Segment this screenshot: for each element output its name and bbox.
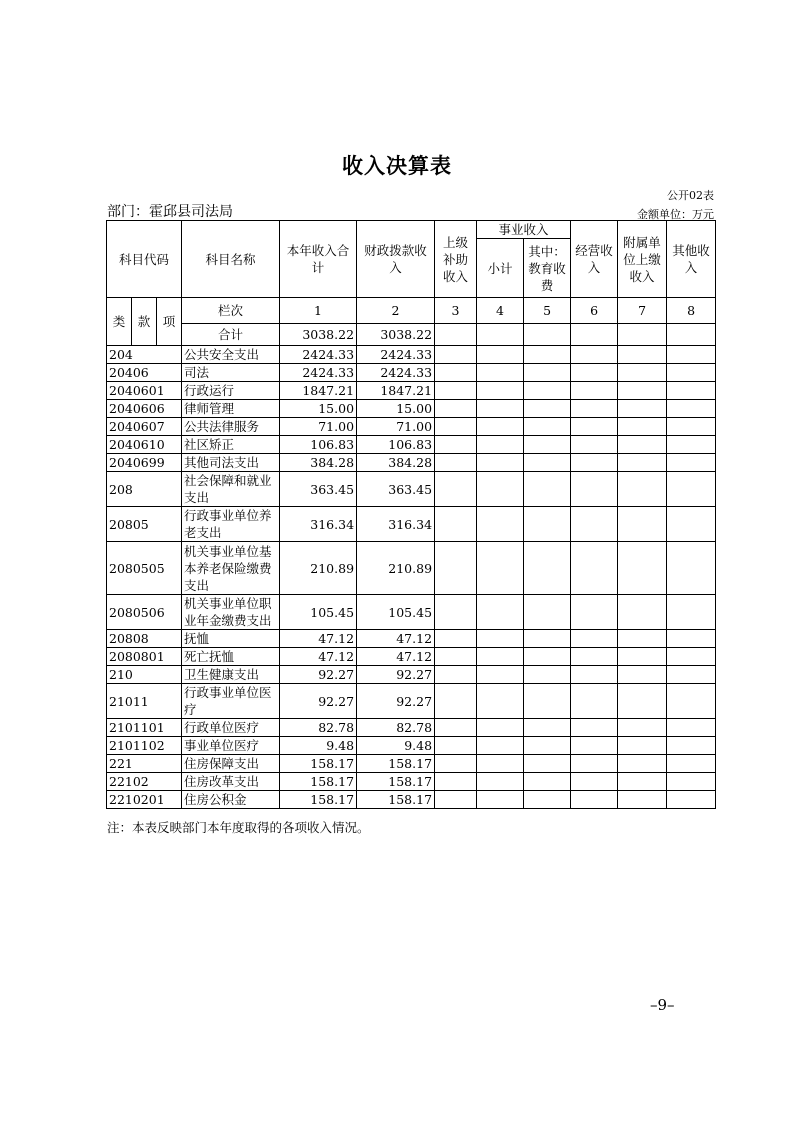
form-number: 公开02表 (667, 189, 714, 202)
empty-cell (667, 684, 716, 719)
table-row (107, 648, 716, 666)
empty-cell (571, 755, 618, 773)
row-total: 363.45 (280, 472, 357, 507)
empty-cell (477, 507, 524, 542)
row-fiscal: 9.48 (357, 737, 435, 755)
empty-cell (571, 773, 618, 791)
row-fiscal: 363.45 (357, 472, 435, 507)
row-name: 死亡抚恤 (182, 648, 280, 666)
row-total: 158.17 (280, 755, 357, 773)
empty-cell (667, 755, 716, 773)
empty-cell (618, 472, 667, 507)
row-name: 卫生健康支出 (182, 666, 280, 684)
header-affiliated: 附属单位上缴收入 (618, 221, 667, 298)
empty-cell (435, 454, 477, 472)
empty-cell (618, 346, 667, 364)
empty-cell (618, 630, 667, 648)
empty-cell (435, 737, 477, 755)
empty-cell (571, 364, 618, 382)
table-row (107, 773, 716, 791)
sum-total: 3038.22 (280, 324, 357, 346)
row-code: 20808 (107, 630, 182, 648)
empty-cell (571, 507, 618, 542)
empty-cell (435, 507, 477, 542)
table-row (107, 507, 716, 542)
row-fiscal: 92.27 (357, 684, 435, 719)
empty-cell (571, 684, 618, 719)
empty-cell (524, 436, 571, 454)
empty-cell (667, 436, 716, 454)
empty-cell (477, 436, 524, 454)
table-row (107, 666, 716, 684)
empty-cell (667, 666, 716, 684)
empty-cell (571, 791, 618, 809)
empty-cell (618, 666, 667, 684)
empty-cell (435, 630, 477, 648)
empty-cell (435, 755, 477, 773)
empty-cell (435, 773, 477, 791)
row-fiscal: 2424.33 (357, 346, 435, 364)
row-total: 47.12 (280, 630, 357, 648)
empty-cell (667, 648, 716, 666)
amount-unit-label: 金额单位：万元 (637, 208, 714, 221)
row-fiscal: 2424.33 (357, 364, 435, 382)
header-code: 科目代码 (107, 221, 182, 298)
empty-cell (524, 630, 571, 648)
empty-cell (435, 418, 477, 436)
income-table (106, 220, 716, 809)
empty-cell (524, 648, 571, 666)
empty-cell (435, 648, 477, 666)
empty-cell (524, 364, 571, 382)
row-fiscal: 47.12 (357, 630, 435, 648)
empty-cell (618, 507, 667, 542)
row-code: 2080506 (107, 595, 182, 630)
empty-cell (618, 436, 667, 454)
empty-cell (477, 400, 524, 418)
sum-label: 合计 (182, 324, 280, 346)
empty-cell (435, 719, 477, 737)
row-fiscal: 158.17 (357, 773, 435, 791)
empty-cell (524, 542, 571, 595)
empty-cell (618, 791, 667, 809)
row-name: 住房改革支出 (182, 773, 280, 791)
empty-cell (477, 666, 524, 684)
empty-cell (571, 436, 618, 454)
empty-cell (477, 648, 524, 666)
empty-cell (667, 737, 716, 755)
row-code: 208 (107, 472, 182, 507)
empty-cell (524, 595, 571, 630)
empty-cell (477, 630, 524, 648)
row-total: 384.28 (280, 454, 357, 472)
col-num: 2 (357, 298, 435, 324)
header-total: 本年收入合计 (280, 221, 357, 298)
empty-cell (618, 773, 667, 791)
empty-cell (477, 791, 524, 809)
row-total: 158.17 (280, 773, 357, 791)
empty-cell (571, 666, 618, 684)
row-code: 210 (107, 666, 182, 684)
empty-cell (618, 418, 667, 436)
empty-cell (477, 719, 524, 737)
row-total: 210.89 (280, 542, 357, 595)
empty-cell (477, 737, 524, 755)
row-code: 2040606 (107, 400, 182, 418)
row-total: 2424.33 (280, 364, 357, 382)
empty-cell (435, 364, 477, 382)
empty-cell (435, 684, 477, 719)
empty-cell (477, 472, 524, 507)
department-label: 部门：霍邱县司法局 (107, 204, 233, 220)
row-code: 2080801 (107, 648, 182, 666)
empty-cell (618, 400, 667, 418)
row-total: 105.45 (280, 595, 357, 630)
row-name: 行政事业单位医疗 (182, 684, 280, 719)
row-fiscal: 158.17 (357, 791, 435, 809)
empty-cell (571, 472, 618, 507)
empty-cell (667, 542, 716, 595)
empty-cell (524, 719, 571, 737)
empty-cell (477, 595, 524, 630)
row-total: 82.78 (280, 719, 357, 737)
header-edu: 其中：教育收费 (524, 239, 571, 298)
empty-cell (524, 507, 571, 542)
header-fiscal: 财政拨款收入 (357, 221, 435, 298)
header-lanci: 栏次 (182, 298, 280, 324)
empty-cell (571, 454, 618, 472)
row-fiscal: 47.12 (357, 648, 435, 666)
row-name: 公共安全支出 (182, 346, 280, 364)
empty-cell (435, 382, 477, 400)
empty-cell (571, 630, 618, 648)
table-row (107, 737, 716, 755)
row-fiscal: 384.28 (357, 454, 435, 472)
empty-cell (435, 346, 477, 364)
empty-cell (477, 346, 524, 364)
empty-cell (435, 666, 477, 684)
empty-cell (667, 346, 716, 364)
header-business: 事业收入 (477, 221, 571, 239)
empty-cell (571, 400, 618, 418)
row-code: 2040610 (107, 436, 182, 454)
row-total: 92.27 (280, 684, 357, 719)
empty-cell (477, 542, 524, 595)
empty-cell (477, 382, 524, 400)
row-code: 2080505 (107, 542, 182, 595)
col-num: 6 (571, 298, 618, 324)
empty-cell (524, 737, 571, 755)
table-row (107, 791, 716, 809)
row-code: 2101102 (107, 737, 182, 755)
col-num: 7 (618, 298, 667, 324)
row-total: 316.34 (280, 507, 357, 542)
row-code: 2210201 (107, 791, 182, 809)
row-total: 158.17 (280, 791, 357, 809)
row-code: 21011 (107, 684, 182, 719)
empty-cell (667, 364, 716, 382)
empty-cell (435, 791, 477, 809)
row-name: 行政单位医疗 (182, 719, 280, 737)
row-code: 20406 (107, 364, 182, 382)
row-fiscal: 1847.21 (357, 382, 435, 400)
row-fiscal: 92.27 (357, 666, 435, 684)
row-name: 行政运行 (182, 382, 280, 400)
row-name: 律师管理 (182, 400, 280, 418)
row-name: 机关事业单位基本养老保险缴费支出 (182, 542, 280, 595)
empty-cell (571, 418, 618, 436)
col-num: 8 (667, 298, 716, 324)
empty-cell (571, 648, 618, 666)
table-row (107, 684, 716, 719)
empty-cell (524, 346, 571, 364)
empty-cell (435, 542, 477, 595)
empty-cell (571, 595, 618, 630)
table-row (107, 436, 716, 454)
row-name: 机关事业单位职业年金缴费支出 (182, 595, 280, 630)
header-operating: 经营收入 (571, 221, 618, 298)
row-code: 2040601 (107, 382, 182, 400)
row-name: 其他司法支出 (182, 454, 280, 472)
empty-cell (477, 773, 524, 791)
empty-cell (618, 648, 667, 666)
empty-cell (477, 755, 524, 773)
page-number: –9– (650, 996, 675, 1014)
empty-cell (524, 791, 571, 809)
empty-cell (524, 666, 571, 684)
header-lei: 类 (107, 298, 132, 346)
empty-cell (667, 773, 716, 791)
row-fiscal: 106.83 (357, 436, 435, 454)
empty-cell (435, 436, 477, 454)
col-num: 3 (435, 298, 477, 324)
empty-cell (667, 418, 716, 436)
row-total: 1847.21 (280, 382, 357, 400)
row-code: 2040699 (107, 454, 182, 472)
row-total: 71.00 (280, 418, 357, 436)
table-note: 注：本表反映部门本年度取得的各项收入情况。 (107, 820, 370, 835)
row-fiscal: 15.00 (357, 400, 435, 418)
empty-cell (618, 364, 667, 382)
row-total: 9.48 (280, 737, 357, 755)
table-row (107, 595, 716, 630)
table-row (107, 364, 716, 382)
empty-cell (667, 791, 716, 809)
empty-cell (524, 472, 571, 507)
empty-cell (571, 542, 618, 595)
row-name: 住房公积金 (182, 791, 280, 809)
empty-cell (477, 418, 524, 436)
row-code: 204 (107, 346, 182, 364)
table-row (107, 382, 716, 400)
table-row (107, 418, 716, 436)
row-name: 社会保障和就业支出 (182, 472, 280, 507)
empty-cell (477, 684, 524, 719)
row-name: 住房保障支出 (182, 755, 280, 773)
header-subtotal: 小计 (477, 239, 524, 298)
empty-cell (667, 719, 716, 737)
table-row (107, 542, 716, 595)
empty-cell (524, 773, 571, 791)
col-num: 5 (524, 298, 571, 324)
col-num: 4 (477, 298, 524, 324)
row-name: 行政事业单位养老支出 (182, 507, 280, 542)
empty-cell (667, 454, 716, 472)
row-total: 106.83 (280, 436, 357, 454)
table-row (107, 400, 716, 418)
row-fiscal: 105.45 (357, 595, 435, 630)
table-row (107, 472, 716, 507)
col-num: 1 (280, 298, 357, 324)
row-name: 抚恤 (182, 630, 280, 648)
row-fiscal: 82.78 (357, 719, 435, 737)
empty-cell (667, 595, 716, 630)
empty-cell (667, 472, 716, 507)
empty-cell (618, 595, 667, 630)
empty-cell (667, 400, 716, 418)
empty-cell (618, 684, 667, 719)
sum-fiscal: 3038.22 (357, 324, 435, 346)
row-name: 公共法律服务 (182, 418, 280, 436)
row-total: 2424.33 (280, 346, 357, 364)
empty-cell (435, 472, 477, 507)
row-total: 92.27 (280, 666, 357, 684)
empty-cell (618, 719, 667, 737)
header-name: 科目名称 (182, 221, 280, 298)
page-title: 收入决算表 (342, 153, 452, 178)
empty-cell (667, 507, 716, 542)
row-code: 22102 (107, 773, 182, 791)
row-total: 15.00 (280, 400, 357, 418)
empty-cell (571, 382, 618, 400)
empty-cell (524, 684, 571, 719)
row-name: 事业单位医疗 (182, 737, 280, 755)
table-row (107, 719, 716, 737)
row-fiscal: 71.00 (357, 418, 435, 436)
row-code: 2040607 (107, 418, 182, 436)
header-xiang: 项 (157, 298, 182, 346)
header-kuan: 款 (132, 298, 157, 346)
empty-cell (524, 454, 571, 472)
table-row (107, 755, 716, 773)
empty-cell (435, 595, 477, 630)
row-fiscal: 158.17 (357, 755, 435, 773)
empty-cell (571, 737, 618, 755)
empty-cell (477, 454, 524, 472)
empty-cell (618, 755, 667, 773)
row-name: 社区矫正 (182, 436, 280, 454)
empty-cell (524, 418, 571, 436)
empty-cell (618, 542, 667, 595)
empty-cell (618, 737, 667, 755)
empty-cell (524, 400, 571, 418)
header-superior: 上级补助收入 (435, 221, 477, 298)
empty-cell (618, 382, 667, 400)
row-fiscal: 210.89 (357, 542, 435, 595)
empty-cell (618, 454, 667, 472)
row-code: 2101101 (107, 719, 182, 737)
row-total: 47.12 (280, 648, 357, 666)
row-code: 20805 (107, 507, 182, 542)
empty-cell (571, 346, 618, 364)
empty-cell (524, 382, 571, 400)
empty-cell (524, 755, 571, 773)
table-row (107, 630, 716, 648)
empty-cell (477, 364, 524, 382)
row-code: 221 (107, 755, 182, 773)
header-other: 其他收入 (667, 221, 716, 298)
row-name: 司法 (182, 364, 280, 382)
row-fiscal: 316.34 (357, 507, 435, 542)
empty-cell (435, 400, 477, 418)
table-row (107, 346, 716, 364)
table-row (107, 454, 716, 472)
empty-cell (571, 719, 618, 737)
empty-cell (667, 630, 716, 648)
empty-cell (667, 382, 716, 400)
